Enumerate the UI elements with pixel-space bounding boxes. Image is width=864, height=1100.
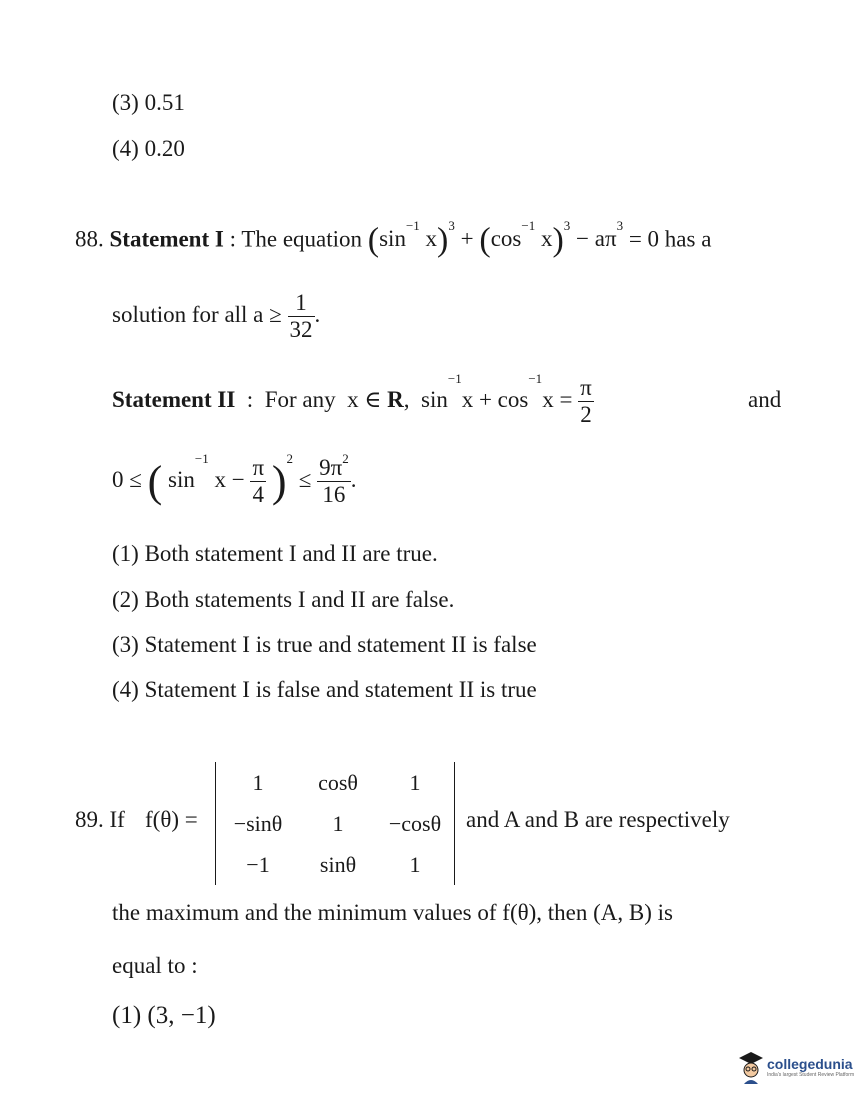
det-cell: 1	[332, 810, 344, 836]
q88-option-4: (4) Statement I is false and statement II is true	[112, 677, 537, 702]
det-cell: −sinθ	[233, 810, 283, 836]
question-number: 88.	[75, 226, 104, 252]
det-cell: cosθ	[318, 769, 358, 795]
det-cell: −1	[246, 851, 270, 877]
det-cell: −cosθ	[388, 810, 442, 836]
q89-after-det: and A and B are respectively	[466, 807, 730, 832]
fraction-pi-2: $\frac{\pi}{2}$	[580, 375, 592, 427]
has-a-text: = 0 has a	[628, 226, 712, 252]
graduate-icon	[738, 1050, 764, 1084]
q88-statement1-line	[75, 218, 712, 260]
statement2-colon: :	[246, 386, 254, 412]
statement1-text: : The equation	[229, 226, 363, 252]
det-cell: 1	[409, 769, 421, 795]
logo-tagline: India's largest Student Review Platform	[767, 1072, 855, 1078]
det-cell: 1	[252, 769, 264, 795]
fraction-1-32	[288, 290, 315, 343]
equation: ($\sin^{-1}$ $x)^3 + (\cos^{-1}$ $x)^3 - a\pi^3$	[367, 218, 624, 259]
statement1-label: Statement I	[109, 226, 224, 252]
q88-solution-line: solution for all a ≥ $\frac{1}{32}$ .	[112, 290, 321, 342]
q89-line3: equal to :	[112, 953, 198, 978]
determinant	[215, 762, 455, 885]
q89-function: f(θ) =	[145, 807, 198, 832]
frac-denominator: 32	[289, 317, 313, 342]
det-cell: sinθ	[319, 851, 357, 877]
logo-name: collegedunia	[767, 1056, 853, 1072]
frac-numerator: 1	[295, 290, 307, 315]
prev-option-4: (4) 0.20	[112, 136, 185, 161]
det-cell: 1	[409, 851, 421, 877]
q89-option-1: (1) (3, −1)	[112, 1002, 216, 1029]
q88-option-3: (3) Statement I is true and statement II is false	[112, 632, 537, 657]
statement2-label: Statement II	[112, 386, 236, 412]
q88-inequality: 0 ≤ ( $\sin^{-1} x$ − $\frac{\pi}{4}$ )$^2$ ≤ $\frac{9\pi^2}{16}$ .	[112, 451, 357, 507]
q88-option-1: (1) Both statement I and II are true.	[112, 541, 438, 566]
and-text: and	[748, 387, 782, 412]
solution-text: solution for all a ≥	[112, 301, 282, 327]
q89-line2: the maximum and the minimum values of f(θ), then (A, B) is	[112, 900, 673, 925]
prev-option-3: (3) 0.51	[112, 90, 185, 115]
q88-statement2-line: Statement II : For any x ∈ R, $\sin^{-1}x + \cos^{-1}x$ = $\frac{\pi}{2}$	[112, 371, 592, 427]
statement2-text: For any	[264, 386, 336, 412]
q88-option-2: (2) Both statements I and II are false.	[112, 587, 455, 612]
q89-number: 89. If	[75, 807, 125, 832]
collegedunia-logo	[738, 1050, 854, 1084]
